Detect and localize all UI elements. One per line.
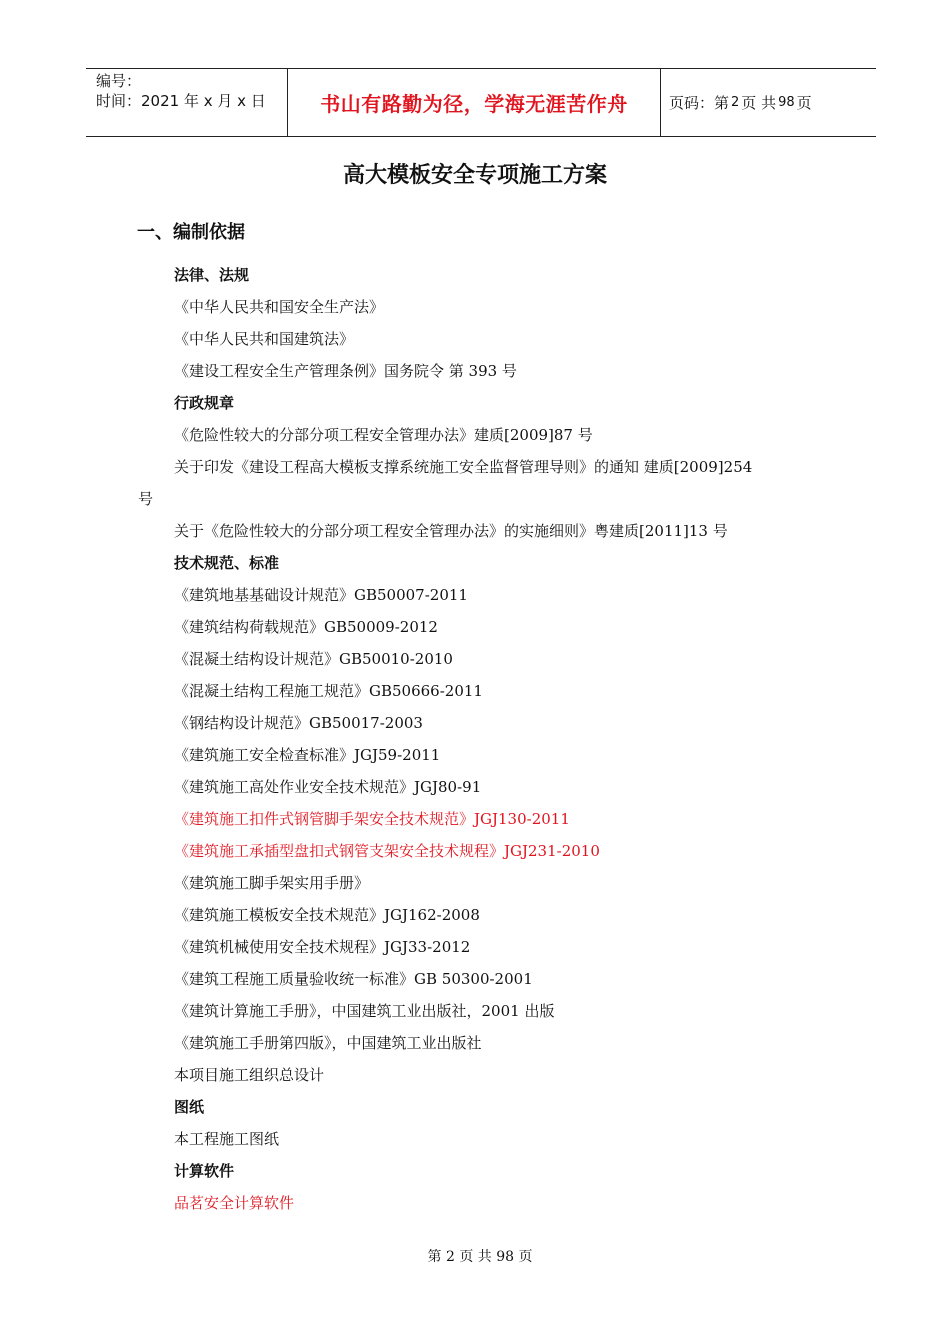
page-current: 2	[731, 95, 740, 110]
subheading-standards: 技术规范、标准	[174, 554, 280, 572]
subheading-regulations: 行政规章	[174, 394, 235, 412]
page-total: 98	[778, 95, 795, 110]
page-suffix: 页	[796, 94, 812, 112]
list-item: 关于印发《建设工程高大模板支撑系统施工安全监督管理导则》的通知 建质[2009]254	[174, 458, 753, 476]
number-label: 编号：	[96, 72, 142, 90]
list-item: 本工程施工图纸	[174, 1130, 280, 1148]
list-item: 《建筑工程施工质量验收统一标准》GB 50300-2001	[174, 970, 533, 988]
time-label: 时间：2021 年 x 月 x 日	[96, 92, 266, 110]
list-item: 《建筑地基基础设计规范》GB50007-2011	[174, 586, 468, 604]
list-item: 《建筑施工手册第四版》，中国建筑工业出版社	[174, 1034, 482, 1052]
header-page-number	[661, 69, 876, 136]
subheading-software: 计算软件	[174, 1162, 235, 1180]
subheading-drawings: 图纸	[174, 1098, 205, 1116]
list-item: 《建设工程安全生产管理条例》国务院令 第 393 号	[174, 362, 517, 380]
list-item: 《混凝土结构工程施工规范》GB50666-2011	[174, 682, 483, 700]
list-item: 《钢结构设计规范》GB50017-2003	[174, 714, 423, 732]
list-item-highlighted: 《建筑施工承插型盘扣式钢管支架安全技术规程》JGJ231-2010	[174, 842, 600, 860]
list-item-continuation: 号	[138, 490, 154, 508]
list-item: 《建筑计算施工手册》，中国建筑工业出版社，2001 出版	[174, 1002, 555, 1020]
subheading-laws: 法律、法规	[174, 266, 250, 284]
list-item: 《建筑结构荷载规范》GB50009-2012	[174, 618, 438, 636]
header-info-cell	[86, 69, 288, 136]
footer-prefix: 第	[427, 1249, 442, 1265]
list-item: 《建筑施工高处作业安全技术规范》JGJ80-91	[174, 778, 482, 796]
list-item-highlighted: 《建筑施工扣件式钢管脚手架安全技术规范》JGJ130-2011	[174, 810, 570, 828]
list-item-highlighted: 品茗安全计算软件	[174, 1194, 295, 1212]
list-item: 《建筑机械使用安全技术规程》JGJ33-2012	[174, 938, 471, 956]
section-heading: 一、编制依据	[137, 222, 245, 243]
list-item: 关于《危险性较大的分部分项工程安全管理办法》的实施细则》粤建质[2011]13 号	[174, 522, 728, 540]
document-title: 高大模板安全专项施工方案	[342, 163, 607, 188]
footer-total: 98	[496, 1249, 515, 1265]
page-footer	[0, 1246, 950, 1266]
list-item: 《混凝土结构设计规范》GB50010-2010	[174, 650, 453, 668]
page-prefix: 页码：第	[669, 94, 730, 112]
page-middle: 页 共	[741, 94, 777, 112]
header-table	[86, 68, 876, 137]
motto: 书山有路勤为径，学海无涯苦作舟	[288, 69, 661, 136]
list-item: 《建筑施工脚手架实用手册》	[174, 874, 370, 892]
list-item: 《中华人民共和国建筑法》	[174, 330, 355, 348]
list-item: 本项目施工组织总设计	[174, 1066, 325, 1084]
list-item: 《危险性较大的分部分项工程安全管理办法》建质[2009]87 号	[174, 426, 593, 444]
footer-current: 2	[445, 1249, 455, 1265]
list-item: 《中华人民共和国安全生产法》	[174, 298, 385, 316]
footer-middle: 页 共	[459, 1249, 492, 1265]
footer-suffix: 页	[518, 1249, 533, 1265]
list-item: 《建筑施工安全检查标准》JGJ59-2011	[174, 746, 441, 764]
list-item: 《建筑施工模板安全技术规范》JGJ162-2008	[174, 906, 480, 924]
